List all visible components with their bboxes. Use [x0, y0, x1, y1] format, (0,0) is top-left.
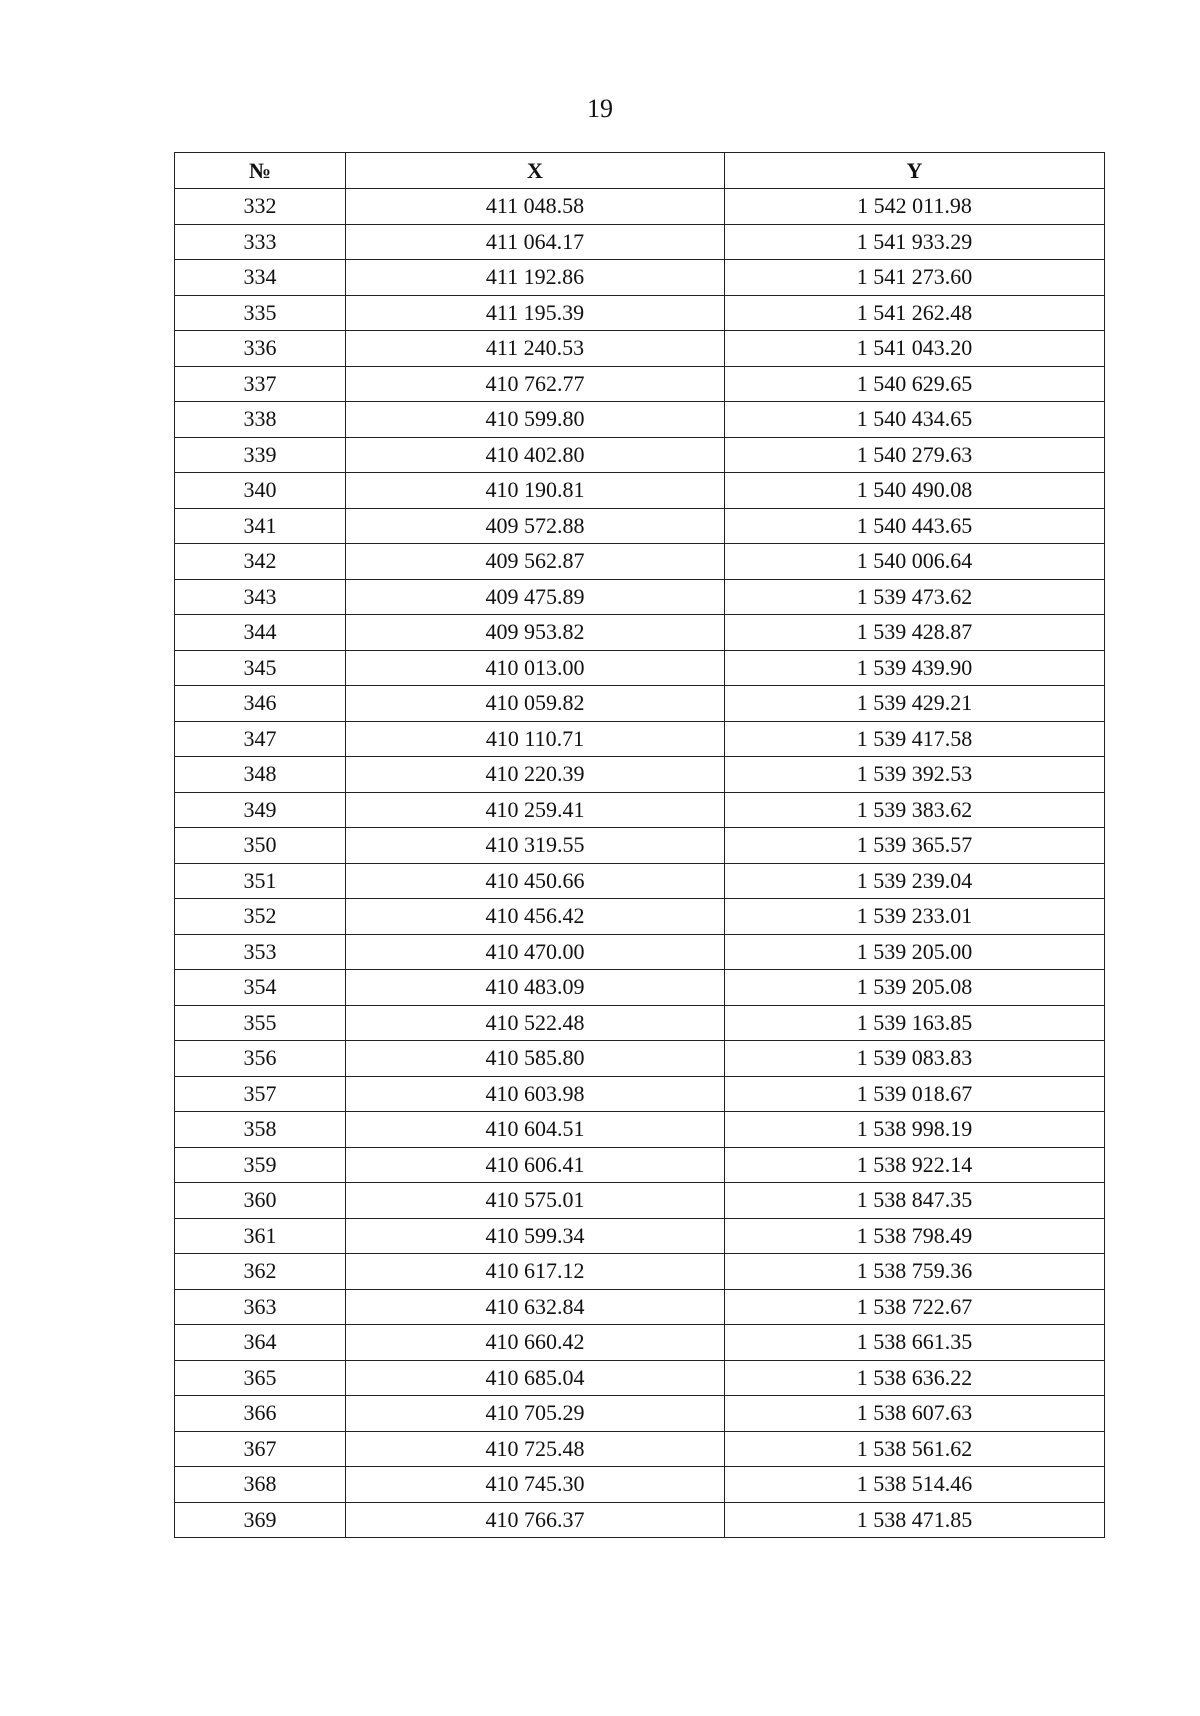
cell-number: 364	[175, 1325, 346, 1361]
cell-number: 363	[175, 1289, 346, 1325]
cell-number: 340	[175, 473, 346, 509]
header-y: Y	[725, 153, 1105, 189]
cell-x: 410 725.48	[346, 1431, 725, 1467]
table-body	[175, 189, 1105, 1538]
table-row	[175, 1289, 1105, 1325]
cell-y: 1 538 561.62	[725, 1431, 1105, 1467]
cell-number: 334	[175, 260, 346, 296]
cell-number: 347	[175, 721, 346, 757]
cell-x: 410 604.51	[346, 1112, 725, 1148]
table-row	[175, 1218, 1105, 1254]
cell-number: 360	[175, 1183, 346, 1219]
cell-y: 1 538 722.67	[725, 1289, 1105, 1325]
cell-x: 409 572.88	[346, 508, 725, 544]
table-row	[175, 934, 1105, 970]
cell-number: 350	[175, 828, 346, 864]
table-row	[175, 721, 1105, 757]
table-row	[175, 1360, 1105, 1396]
table-row	[175, 970, 1105, 1006]
table-row	[175, 473, 1105, 509]
table-row	[175, 1396, 1105, 1432]
table-row	[175, 615, 1105, 651]
table-row	[175, 189, 1105, 225]
cell-y: 1 539 365.57	[725, 828, 1105, 864]
cell-x: 410 766.37	[346, 1502, 725, 1538]
cell-y: 1 540 443.65	[725, 508, 1105, 544]
cell-number: 359	[175, 1147, 346, 1183]
cell-x: 410 456.42	[346, 899, 725, 935]
cell-x: 410 450.66	[346, 863, 725, 899]
cell-y: 1 541 933.29	[725, 224, 1105, 260]
table-row	[175, 295, 1105, 331]
page-number: 19	[587, 94, 613, 123]
cell-y: 1 538 798.49	[725, 1218, 1105, 1254]
cell-x: 410 685.04	[346, 1360, 725, 1396]
cell-number: 368	[175, 1467, 346, 1503]
table-row	[175, 828, 1105, 864]
cell-y: 1 541 043.20	[725, 331, 1105, 367]
cell-y: 1 538 607.63	[725, 1396, 1105, 1432]
cell-x: 411 195.39	[346, 295, 725, 331]
cell-x: 411 240.53	[346, 331, 725, 367]
cell-y: 1 540 006.64	[725, 544, 1105, 580]
cell-number: 352	[175, 899, 346, 935]
cell-x: 410 599.80	[346, 402, 725, 438]
cell-number: 344	[175, 615, 346, 651]
cell-x: 410 762.77	[346, 366, 725, 402]
table-row	[175, 1041, 1105, 1077]
table-row	[175, 260, 1105, 296]
cell-x: 410 705.29	[346, 1396, 725, 1432]
cell-y: 1 538 471.85	[725, 1502, 1105, 1538]
table-row	[175, 1325, 1105, 1361]
cell-number: 345	[175, 650, 346, 686]
cell-x: 411 064.17	[346, 224, 725, 260]
cell-number: 343	[175, 579, 346, 615]
cell-y: 1 540 629.65	[725, 366, 1105, 402]
cell-number: 353	[175, 934, 346, 970]
cell-y: 1 541 262.48	[725, 295, 1105, 331]
table-row	[175, 1076, 1105, 1112]
cell-y: 1 539 473.62	[725, 579, 1105, 615]
cell-number: 369	[175, 1502, 346, 1538]
table-row	[175, 757, 1105, 793]
table-row	[175, 544, 1105, 580]
cell-y: 1 539 417.58	[725, 721, 1105, 757]
table-row	[175, 1147, 1105, 1183]
cell-y: 1 539 429.21	[725, 686, 1105, 722]
cell-x: 409 475.89	[346, 579, 725, 615]
cell-x: 411 192.86	[346, 260, 725, 296]
cell-number: 342	[175, 544, 346, 580]
cell-y: 1 539 439.90	[725, 650, 1105, 686]
cell-y: 1 539 205.00	[725, 934, 1105, 970]
cell-y: 1 539 018.67	[725, 1076, 1105, 1112]
cell-number: 351	[175, 863, 346, 899]
table-row	[175, 1005, 1105, 1041]
cell-number: 335	[175, 295, 346, 331]
cell-x: 410 220.39	[346, 757, 725, 793]
cell-x: 410 402.80	[346, 437, 725, 473]
cell-x: 410 745.30	[346, 1467, 725, 1503]
cell-number: 354	[175, 970, 346, 1006]
cell-y: 1 538 759.36	[725, 1254, 1105, 1290]
table-row	[175, 1502, 1105, 1538]
cell-y: 1 538 514.46	[725, 1467, 1105, 1503]
cell-number: 357	[175, 1076, 346, 1112]
cell-x: 410 599.34	[346, 1218, 725, 1254]
table-row	[175, 1431, 1105, 1467]
cell-number: 349	[175, 792, 346, 828]
header-x: X	[346, 153, 725, 189]
cell-x: 410 059.82	[346, 686, 725, 722]
cell-x: 410 190.81	[346, 473, 725, 509]
cell-x: 410 483.09	[346, 970, 725, 1006]
table-row	[175, 579, 1105, 615]
cell-number: 355	[175, 1005, 346, 1041]
table-row	[175, 402, 1105, 438]
cell-y: 1 541 273.60	[725, 260, 1105, 296]
cell-number: 366	[175, 1396, 346, 1432]
table-row	[175, 792, 1105, 828]
cell-number: 338	[175, 402, 346, 438]
table-row	[175, 437, 1105, 473]
table-row	[175, 863, 1105, 899]
cell-y: 1 538 661.35	[725, 1325, 1105, 1361]
cell-x: 409 562.87	[346, 544, 725, 580]
cell-number: 341	[175, 508, 346, 544]
cell-number: 358	[175, 1112, 346, 1148]
cell-y: 1 538 847.35	[725, 1183, 1105, 1219]
table-row	[175, 1467, 1105, 1503]
table-row	[175, 686, 1105, 722]
cell-x: 411 048.58	[346, 189, 725, 225]
cell-number: 365	[175, 1360, 346, 1396]
cell-y: 1 540 434.65	[725, 402, 1105, 438]
cell-y: 1 539 083.83	[725, 1041, 1105, 1077]
cell-x: 410 606.41	[346, 1147, 725, 1183]
cell-x: 410 660.42	[346, 1325, 725, 1361]
cell-x: 410 319.55	[346, 828, 725, 864]
cell-number: 339	[175, 437, 346, 473]
cell-number: 337	[175, 366, 346, 402]
cell-number: 332	[175, 189, 346, 225]
cell-y: 1 539 239.04	[725, 863, 1105, 899]
cell-number: 367	[175, 1431, 346, 1467]
cell-y: 1 538 998.19	[725, 1112, 1105, 1148]
cell-number: 346	[175, 686, 346, 722]
cell-y: 1 538 922.14	[725, 1147, 1105, 1183]
cell-number: 356	[175, 1041, 346, 1077]
table-row	[175, 508, 1105, 544]
cell-y: 1 539 233.01	[725, 899, 1105, 935]
cell-x: 410 603.98	[346, 1076, 725, 1112]
table-row	[175, 1254, 1105, 1290]
cell-x: 409 953.82	[346, 615, 725, 651]
cell-number: 336	[175, 331, 346, 367]
cell-x: 410 259.41	[346, 792, 725, 828]
cell-x: 410 617.12	[346, 1254, 725, 1290]
cell-x: 410 110.71	[346, 721, 725, 757]
cell-number: 361	[175, 1218, 346, 1254]
cell-number: 348	[175, 757, 346, 793]
header-row	[175, 153, 1105, 189]
cell-number: 333	[175, 224, 346, 260]
cell-x: 410 575.01	[346, 1183, 725, 1219]
cell-y: 1 539 383.62	[725, 792, 1105, 828]
cell-y: 1 539 428.87	[725, 615, 1105, 651]
table-row	[175, 366, 1105, 402]
cell-y: 1 542 011.98	[725, 189, 1105, 225]
table-row	[175, 1112, 1105, 1148]
cell-y: 1 539 392.53	[725, 757, 1105, 793]
table-row	[175, 650, 1105, 686]
cell-x: 410 013.00	[346, 650, 725, 686]
header-number: №	[175, 153, 346, 189]
coordinates-table	[174, 152, 1105, 1538]
table-row	[175, 899, 1105, 935]
cell-x: 410 632.84	[346, 1289, 725, 1325]
cell-y: 1 539 163.85	[725, 1005, 1105, 1041]
table-header	[175, 153, 1105, 189]
cell-y: 1 538 636.22	[725, 1360, 1105, 1396]
table-row	[175, 1183, 1105, 1219]
cell-y: 1 539 205.08	[725, 970, 1105, 1006]
table-row	[175, 224, 1105, 260]
table-row	[175, 331, 1105, 367]
cell-number: 362	[175, 1254, 346, 1290]
cell-x: 410 585.80	[346, 1041, 725, 1077]
cell-y: 1 540 279.63	[725, 437, 1105, 473]
cell-x: 410 522.48	[346, 1005, 725, 1041]
cell-y: 1 540 490.08	[725, 473, 1105, 509]
cell-x: 410 470.00	[346, 934, 725, 970]
